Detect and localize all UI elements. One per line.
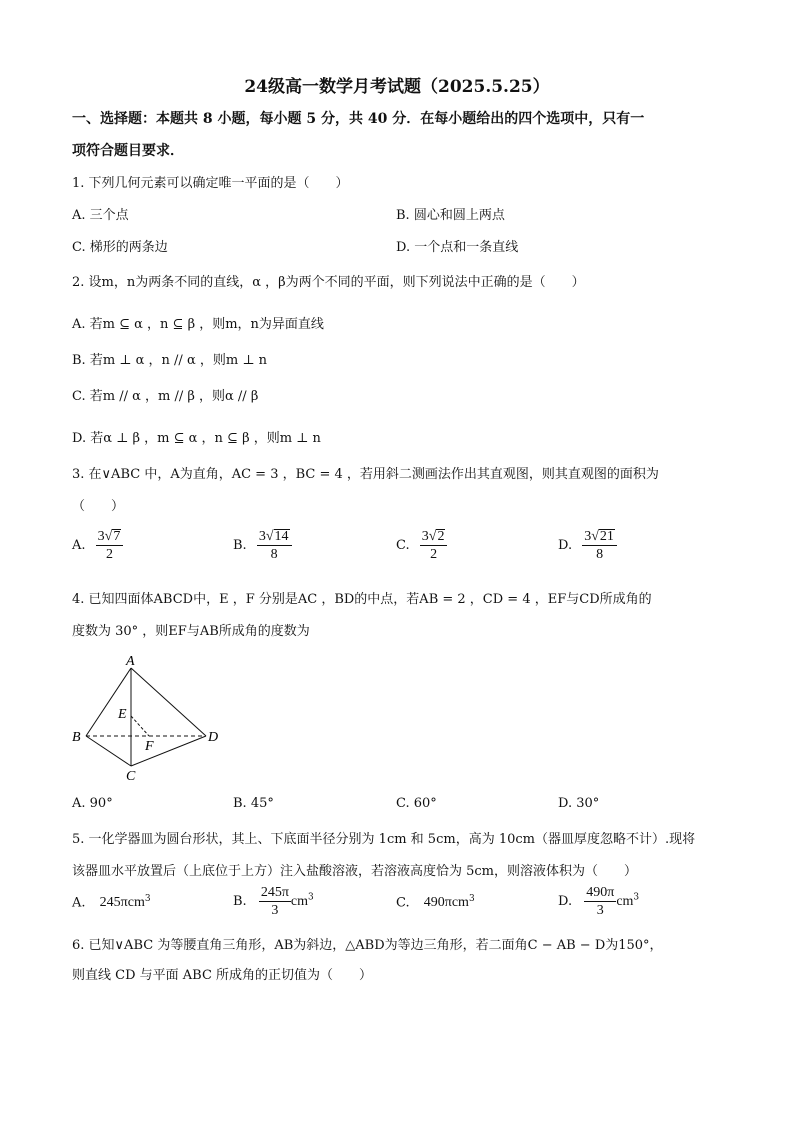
edge-ab — [86, 668, 131, 736]
question-6-stem-line2: 则直线 CD 与平面 ABC 所成角的正切值为（ ） — [72, 968, 373, 983]
coefficient: 3 — [421, 529, 429, 544]
numerator: 490π — [586, 885, 615, 900]
coefficient: 3 — [258, 529, 266, 544]
denominator: 2 — [106, 547, 114, 562]
denominator: 3 — [596, 903, 604, 918]
option-label: A. — [72, 895, 86, 911]
unit: cm — [616, 894, 634, 909]
option-label: A. — [72, 538, 86, 553]
page-title: 24级高一数学月考试题（2025.5.25） — [244, 77, 550, 97]
question-5-option-b — [233, 884, 314, 919]
question-4-stem-line1: 4. 已知四面体ABCD中，E ，F 分别是AC ，BD的中点，若AB = 2 ，CD = 4 ，EF与CD所成角的 — [72, 592, 652, 607]
vertex-label-d: D — [208, 730, 219, 745]
question-2-stem: 2. 设m，n为两条不同的直线，α ，β为两个不同的平面，则下列说法中正确的是（ ） — [72, 275, 585, 290]
question-4-option-c: C. 60° — [396, 796, 437, 811]
exponent: 3 — [308, 892, 314, 903]
question-1-option-d: D. 一个点和一条直线 — [396, 240, 519, 255]
radicand: 21 — [599, 529, 614, 544]
denominator: 8 — [596, 547, 604, 562]
question-4-option-b: B. 45° — [233, 796, 274, 811]
denominator: 2 — [430, 547, 438, 562]
denominator: 3 — [271, 903, 279, 918]
option-label: D. — [558, 894, 573, 909]
question-2-option-b: B. 若m ⊥ α ，n // α ，则m ⊥ n — [72, 353, 268, 368]
question-5-option-d — [558, 884, 639, 919]
question-4-option-d: D. 30° — [558, 796, 600, 811]
numerator: 245π — [260, 885, 289, 900]
question-1-option-c: C. 梯形的两条边 — [72, 240, 168, 255]
question-2-option-c: C. 若m // α ，m // β ，则α // β — [72, 389, 259, 404]
vertex-label-a: A — [126, 654, 135, 669]
radicand: 7 — [113, 529, 121, 544]
exponent: 3 — [468, 894, 475, 904]
option-value: 490πcm — [423, 895, 469, 911]
question-5-option-a — [72, 894, 151, 911]
question-4-option-a: A. 90° — [72, 796, 113, 811]
question-1-option-b: B. 圆心和圆上两点 — [396, 208, 505, 223]
option-label: B. — [233, 894, 247, 909]
fraction: $\frac{3√7}{2}$ — [96, 528, 124, 563]
fraction: $\frac{3√2}{2}$ — [420, 528, 448, 563]
question-4-stem-line2: 度数为 30° ，则EF与AB所成角的度数为 — [72, 624, 310, 639]
option-label: D. — [558, 538, 573, 553]
radicand: 14 — [274, 529, 289, 544]
question-5-option-c — [396, 894, 475, 911]
fraction — [259, 884, 291, 919]
section-heading-line1: 一、选择题：本题共 8 小题，每小题 5 分，共 40 分．在每小题给出的四个选项中，只有一 — [72, 111, 645, 127]
question-3-option-b — [233, 528, 292, 563]
coefficient: 3 — [584, 529, 592, 544]
vertex-label-c: C — [126, 769, 136, 782]
question-2-option-d: D. 若α ⊥ β ，m ⊆ α ，n ⊆ β ，则m ⊥ n — [72, 431, 321, 446]
unit: cm — [290, 894, 309, 909]
segment-ef — [131, 716, 149, 736]
question-3-stem-line1: 3. 在∨ABC 中，A为直角，AC = 3 ，BC = 4 ，若用斜二测画法作出其直观图，则其直观图的面积为 — [72, 467, 659, 482]
question-3-option-a — [72, 528, 123, 563]
tetrahedron-figure — [66, 650, 226, 782]
question-3-stem-line2: （ ） — [72, 499, 125, 514]
edge-ad — [131, 668, 206, 736]
fraction: $\frac{3√14}{8}$ — [257, 528, 292, 563]
denominator: 8 — [270, 547, 278, 562]
vertex-label-b: B — [72, 730, 81, 745]
question-1-option-a: A. 三个点 — [72, 208, 129, 223]
coefficient: 3 — [97, 529, 105, 544]
option-label: B. — [233, 538, 247, 553]
question-5-stem-line2: 该器皿水平放置后（上底位于上方）注入盐酸溶液，若溶液高度恰为 5cm，则溶液体积为（ ） — [72, 864, 638, 879]
option-label: C. — [396, 895, 410, 911]
fraction — [584, 884, 616, 919]
edge-bc — [86, 736, 131, 766]
point-label-e: E — [118, 707, 127, 722]
point-label-f: F — [145, 739, 154, 754]
question-2-option-a: A. 若m ⊆ α ，n ⊆ β ，则m，n为异面直线 — [72, 317, 324, 332]
section-heading-line2: 项符合题目要求． — [72, 143, 184, 159]
question-6-stem-line1: 6. 已知∨ABC 为等腰直角三角形，AB为斜边，△ABD为等边三角形，若二面角C − AB − D为150°， — [72, 938, 663, 953]
radicand: 2 — [437, 529, 445, 544]
option-label: C. — [396, 538, 410, 553]
question-5-stem-line1: 5. 一化学器皿为圆台形状，其上、下底面半径分别为 1cm 和 5cm，高为 10cm（器皿厚度忽略不计）.现将 — [72, 832, 696, 847]
exponent: 3 — [144, 894, 151, 904]
exponent: 3 — [633, 892, 640, 903]
question-3-option-d — [558, 528, 617, 563]
question-1-stem: 1. 下列几何元素可以确定唯一平面的是（ ） — [72, 176, 349, 191]
fraction: $\frac{3√21}{8}$ — [582, 528, 617, 563]
question-3-option-c — [396, 528, 447, 563]
edge-cd — [131, 736, 206, 766]
option-value: 245πcm — [99, 895, 145, 911]
